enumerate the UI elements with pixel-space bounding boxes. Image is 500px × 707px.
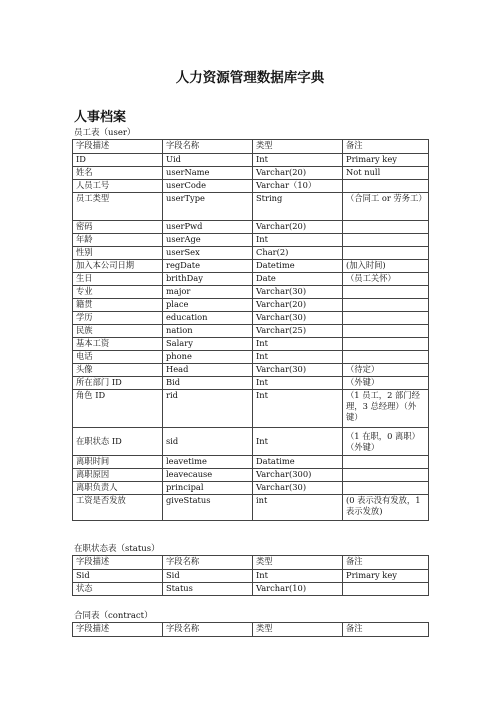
table-cell: userSex bbox=[163, 247, 253, 260]
table-cell: brithDay bbox=[163, 273, 253, 286]
table-cell: Varchar（10） bbox=[253, 180, 343, 193]
table-cell: （外键） bbox=[343, 377, 429, 390]
table-cell: （1 在职，0 离职）（外键） bbox=[343, 428, 429, 456]
table-cell: (0 表示没有发放，1 表示发放) bbox=[343, 495, 429, 521]
table-cell: 生日 bbox=[73, 273, 163, 286]
table-cell: Int bbox=[253, 428, 343, 456]
table-cell: 角色 ID bbox=[73, 390, 163, 428]
table-cell bbox=[343, 221, 429, 234]
table-cell: principal bbox=[163, 482, 253, 495]
table-cell: Varchar(10) bbox=[253, 583, 343, 596]
table-cell: Sid bbox=[73, 570, 163, 583]
table-cell: sid bbox=[163, 428, 253, 456]
table-cell: 性别 bbox=[73, 247, 163, 260]
table-cell bbox=[343, 180, 429, 193]
table-cell: 学历 bbox=[73, 312, 163, 325]
table-row bbox=[73, 495, 429, 521]
table-cell: Datetime bbox=[253, 260, 343, 273]
header-cell: 字段名称 bbox=[163, 556, 253, 570]
table-cell: 基本工资 bbox=[73, 338, 163, 351]
table-cell bbox=[343, 583, 429, 596]
table-cell: userType bbox=[163, 193, 253, 221]
table-cell: Head bbox=[163, 364, 253, 377]
table-cell: userAge bbox=[163, 234, 253, 247]
header-cell: 备注 bbox=[343, 623, 429, 637]
table-cell: userPwd bbox=[163, 221, 253, 234]
table-cell: Bid bbox=[163, 377, 253, 390]
table-cell: 离职原因 bbox=[73, 469, 163, 482]
table-cell: 员工类型 bbox=[73, 193, 163, 221]
table-cell: Int bbox=[253, 154, 343, 167]
table-cell: Sid bbox=[163, 570, 253, 583]
table-cell: nation bbox=[163, 325, 253, 338]
table-cell: Datatime bbox=[253, 456, 343, 469]
table-contract bbox=[72, 622, 429, 637]
table-cell: Varchar(30) bbox=[253, 364, 343, 377]
table-cell: 离职负责人 bbox=[73, 482, 163, 495]
table-row bbox=[73, 312, 429, 325]
table-row bbox=[73, 428, 429, 456]
table-cell: 工资是否发放 bbox=[73, 495, 163, 521]
header-cell: 类型 bbox=[253, 623, 343, 637]
table-cell: Int bbox=[253, 390, 343, 428]
table-cell bbox=[343, 482, 429, 495]
table-cell: Char(2) bbox=[253, 247, 343, 260]
table-cell: regDate bbox=[163, 260, 253, 273]
table-row bbox=[73, 377, 429, 390]
table-row bbox=[73, 325, 429, 338]
table-cell: 加入本公司日期 bbox=[73, 260, 163, 273]
table-cell: (加入时间) bbox=[343, 260, 429, 273]
table-cell bbox=[343, 234, 429, 247]
table-cell: Uid bbox=[163, 154, 253, 167]
table-row bbox=[73, 221, 429, 234]
table-cell: Date bbox=[253, 273, 343, 286]
table-cell: 籍贯 bbox=[73, 299, 163, 312]
table-cell: 民族 bbox=[73, 325, 163, 338]
table-header-row bbox=[73, 556, 429, 570]
table-cell: Varchar(25) bbox=[253, 325, 343, 338]
table-cell: Varchar(30) bbox=[253, 286, 343, 299]
table-cell bbox=[343, 247, 429, 260]
header-cell: 类型 bbox=[253, 556, 343, 570]
table-row bbox=[73, 154, 429, 167]
table-caption-contract: 合同表（contract） bbox=[74, 611, 153, 621]
table-cell: Varchar(30) bbox=[253, 312, 343, 325]
table-row bbox=[73, 570, 429, 583]
table-cell bbox=[343, 312, 429, 325]
table-cell: Varchar(20) bbox=[253, 221, 343, 234]
table-cell: Status bbox=[163, 583, 253, 596]
table-cell: （员工关怀） bbox=[343, 273, 429, 286]
table-cell: （1 员工，2 部门经理，3 总经理）（外键） bbox=[343, 390, 429, 428]
table-caption-user: 员工表（user） bbox=[74, 128, 136, 138]
table-cell: 头像 bbox=[73, 364, 163, 377]
table-cell: place bbox=[163, 299, 253, 312]
table-cell bbox=[343, 456, 429, 469]
table-row bbox=[73, 390, 429, 428]
table-cell bbox=[343, 338, 429, 351]
table-cell: phone bbox=[163, 351, 253, 364]
table-cell: String bbox=[253, 193, 343, 221]
header-cell: 字段名称 bbox=[163, 140, 253, 154]
table-row bbox=[73, 247, 429, 260]
table-row bbox=[73, 260, 429, 273]
table-cell: Primary key bbox=[343, 570, 429, 583]
table-cell: education bbox=[163, 312, 253, 325]
table-row bbox=[73, 469, 429, 482]
table-cell: Varchar(30) bbox=[253, 482, 343, 495]
table-cell: Not null bbox=[343, 167, 429, 180]
table-cell bbox=[343, 299, 429, 312]
header-cell: 字段描述 bbox=[73, 556, 163, 570]
table-cell: Salary bbox=[163, 338, 253, 351]
header-cell: 备注 bbox=[343, 556, 429, 570]
table-row bbox=[73, 456, 429, 469]
table-row bbox=[73, 351, 429, 364]
table-cell: Varchar(300) bbox=[253, 469, 343, 482]
table-header-row bbox=[73, 623, 429, 637]
table-cell: 专业 bbox=[73, 286, 163, 299]
table-cell: userName bbox=[163, 167, 253, 180]
table-cell bbox=[343, 351, 429, 364]
table-cell: 在职状态 ID bbox=[73, 428, 163, 456]
table-cell: leavecause bbox=[163, 469, 253, 482]
table-cell: major bbox=[163, 286, 253, 299]
table-row bbox=[73, 234, 429, 247]
table-cell bbox=[343, 325, 429, 338]
table-cell: int bbox=[253, 495, 343, 521]
table-cell: 离职时间 bbox=[73, 456, 163, 469]
table-header-row bbox=[73, 140, 429, 154]
table-row bbox=[73, 338, 429, 351]
table-cell bbox=[343, 286, 429, 299]
table-cell: Int bbox=[253, 377, 343, 390]
document-title: 人力资源管理数据库字典 bbox=[175, 70, 325, 86]
table-cell: Primary key bbox=[343, 154, 429, 167]
table-cell: Int bbox=[253, 234, 343, 247]
header-cell: 类型 bbox=[253, 140, 343, 154]
table-cell: 年龄 bbox=[73, 234, 163, 247]
table-cell: （待定） bbox=[343, 364, 429, 377]
table-row bbox=[73, 583, 429, 596]
section-heading: 人事档案 bbox=[74, 110, 127, 125]
table-cell: Int bbox=[253, 570, 343, 583]
table-caption-status: 在职状态表（status） bbox=[74, 544, 160, 554]
table-row bbox=[73, 193, 429, 221]
table-cell: Int bbox=[253, 338, 343, 351]
table-row bbox=[73, 299, 429, 312]
table-cell: 人员工号 bbox=[73, 180, 163, 193]
table-cell: ID bbox=[73, 154, 163, 167]
table-cell: Int bbox=[253, 351, 343, 364]
table-user bbox=[72, 139, 429, 521]
table-row bbox=[73, 167, 429, 180]
table-cell: 电话 bbox=[73, 351, 163, 364]
table-cell: Varchar(20) bbox=[253, 299, 343, 312]
table-cell: rid bbox=[163, 390, 253, 428]
table-cell: giveStatus bbox=[163, 495, 253, 521]
header-cell: 备注 bbox=[343, 140, 429, 154]
table-row bbox=[73, 273, 429, 286]
table-cell: userCode bbox=[163, 180, 253, 193]
table-cell: 状态 bbox=[73, 583, 163, 596]
header-cell: 字段描述 bbox=[73, 140, 163, 154]
header-cell: 字段描述 bbox=[73, 623, 163, 637]
table-row bbox=[73, 286, 429, 299]
table-row bbox=[73, 180, 429, 193]
table-row bbox=[73, 482, 429, 495]
table-cell: Varchar(20) bbox=[253, 167, 343, 180]
table-status bbox=[72, 555, 429, 596]
table-cell: 姓名 bbox=[73, 167, 163, 180]
header-cell: 字段名称 bbox=[163, 623, 253, 637]
table-cell: 所在部门 ID bbox=[73, 377, 163, 390]
table-cell bbox=[343, 469, 429, 482]
table-cell: 密码 bbox=[73, 221, 163, 234]
table-cell: leavetime bbox=[163, 456, 253, 469]
table-cell: （合同工 or 劳务工） bbox=[343, 193, 429, 221]
table-row bbox=[73, 364, 429, 377]
